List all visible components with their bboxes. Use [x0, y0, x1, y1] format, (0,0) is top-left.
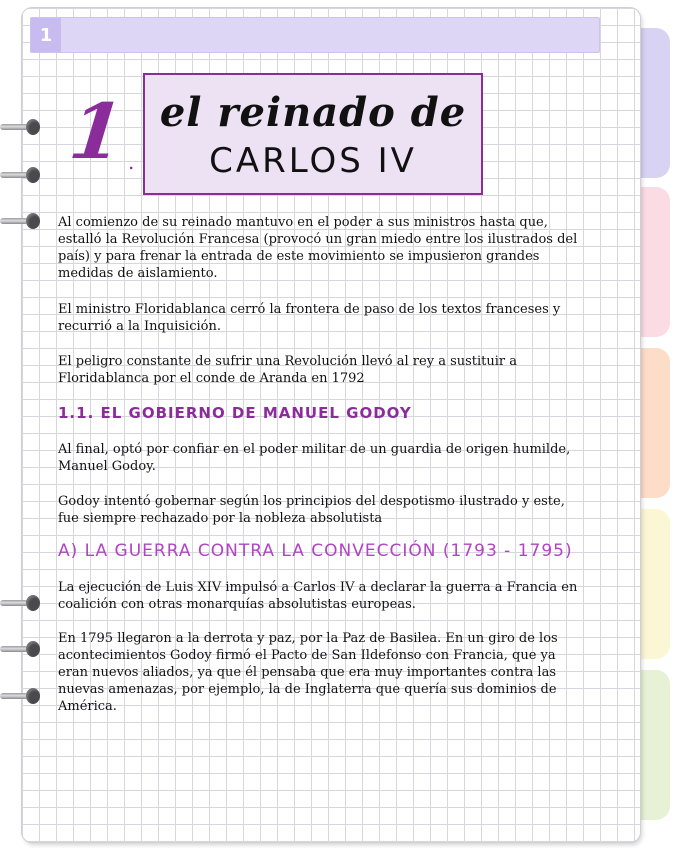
- paragraph-3: El peligro constante de sufrir una Revolución llevó al rey a sustituir a Floridablanca por el conde de Aranda en 1792: [58, 354, 518, 386]
- section-heading-a: A) LA GUERRA CONTRA LA CONVECCIÓN (1793 - 1795): [58, 541, 573, 561]
- page-subtitle: CARLOS IV: [209, 141, 417, 181]
- binder-ring-icon: [0, 641, 40, 657]
- binder-ring-icon: [0, 119, 40, 135]
- paragraph-5: Godoy intentó gobernar según los principios del despotismo ilustrado y este, fue siempre rechazado por la nobleza absolutista: [58, 494, 565, 526]
- title-box: [143, 73, 483, 195]
- binder-ring-icon: [0, 688, 40, 704]
- page-header-bar: [30, 17, 600, 53]
- page-title: el reinado de: [159, 89, 467, 136]
- binder-ring-icon: [0, 167, 40, 183]
- binder-ring-icon: [0, 213, 40, 229]
- paragraph-6: La ejecución de Luis XIV impulsó a Carlos IV a declarar la guerra a Francia en coalición con otras monarquías absolutistas europeas.: [58, 580, 578, 612]
- paragraph-4: Al final, optó por confiar en el poder militar de un guardia de origen humilde, Manuel Godoy.: [58, 442, 571, 474]
- binder-ring-icon: [0, 595, 40, 611]
- paragraph-7: En 1795 llegaron a la derrota y paz, por la Paz de Basilea. En un giro de los acontecimientos Godoy firmó el Pacto de San Ildefonso con Francia, que ya eran nuevos aliados, ya que él pensaba que era muy importantes contra las nuevas amenazas, por ejemplo, la de Inglaterra que quería sus dominios de América.: [58, 631, 558, 714]
- section-number-badge: 1: [31, 18, 61, 52]
- paragraph-2: El ministro Floridablanca cerró la frontera de paso de los textos franceses y recurrió a la Inquisición.: [58, 302, 561, 334]
- section-heading-1-1: 1.1. EL GOBIERNO DE MANUEL GODOY: [58, 404, 412, 422]
- chapter-number: 1: [65, 87, 128, 176]
- paragraph-1: Al comienzo de su reinado mantuvo en el poder a sus ministros hasta que, estalló la Revolución Francesa (provocó un gran miedo entre los ilustrados del país) y para frenar la entrada de este movimiento se impusieron grandes medidas de aislamiento.: [58, 215, 578, 281]
- chapter-number-dot: .: [128, 150, 135, 174]
